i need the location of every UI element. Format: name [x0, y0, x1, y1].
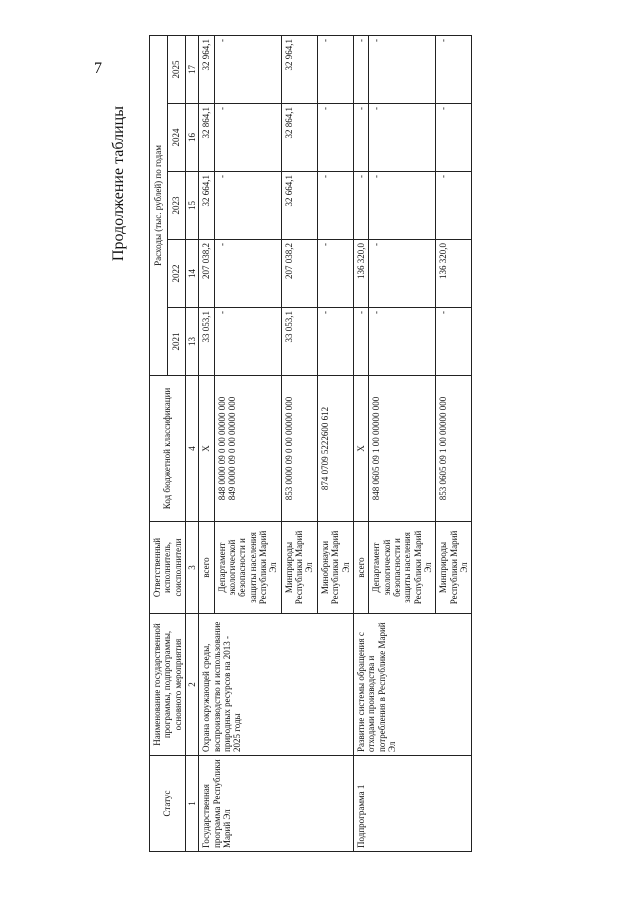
column-number: 16 [186, 104, 199, 172]
row-responsible: Департамент экологической безопасности и защиты населения Республики Марий Эл [214, 522, 281, 614]
row-value: 136 320,0 [353, 240, 368, 308]
row-code-line: 849 0000 09 0 00 00000 000 [227, 396, 238, 501]
row-value: - [353, 104, 368, 172]
row-name: Охрана окружающей среды, воспроизводство и использование природных ресурсов на 2013 - 2025 годы [199, 614, 353, 756]
header-year: 2024 [168, 104, 186, 172]
row-value: - [353, 172, 368, 240]
row-responsible: Департамент экологической безопасности и защиты населения Республики Марий Эл [369, 522, 436, 614]
column-number: 1 [186, 756, 199, 852]
row-status: Государственная программа Республики Марий Эл [199, 756, 353, 852]
row-responsible: Минобрнауки Республики Марий Эл [317, 522, 353, 614]
row-code [214, 376, 281, 522]
table-row [353, 35, 368, 851]
row-value: - [353, 308, 368, 376]
column-number: 15 [186, 172, 199, 240]
row-value: 33 053,1 [281, 308, 317, 376]
row-code: 848 0605 09 1 00 00000 000 [369, 376, 436, 522]
row-value: - [317, 172, 353, 240]
row-value: 32 864,1 [199, 104, 214, 172]
row-value: - [317, 308, 353, 376]
row-value: 33 053,1 [199, 308, 214, 376]
row-name: Развитие системы обращения с отходами производства и потребления в Республике Марий Эл [353, 614, 471, 756]
row-value: 32 964,1 [281, 35, 317, 103]
row-responsible: всего [353, 522, 368, 614]
row-value: - [214, 172, 281, 240]
row-value: - [436, 308, 472, 376]
row-code-line: 848 0000 09 0 00 00000 000 [216, 396, 227, 501]
column-number: 13 [186, 308, 199, 376]
row-value: - [436, 172, 472, 240]
table-container [149, 36, 603, 852]
header-status: Статус [150, 756, 186, 852]
column-number: 17 [186, 35, 199, 103]
row-code: 853 0605 09 1 00 00000 000 [436, 376, 472, 522]
row-value: - [369, 35, 436, 103]
row-value: - [317, 35, 353, 103]
row-value: - [369, 104, 436, 172]
row-responsible: всего [199, 522, 214, 614]
column-number: 14 [186, 240, 199, 308]
header-code: Код бюджетной классификации [150, 376, 186, 522]
row-value: 207 038,2 [199, 240, 214, 308]
row-responsible: Минприроды Республики Марий Эл [436, 522, 472, 614]
header-year: 2021 [168, 308, 186, 376]
header-expenses: Расходы (тыс. рублей) по годам [150, 35, 168, 375]
row-value: 32 864,1 [281, 104, 317, 172]
header-year: 2022 [168, 240, 186, 308]
row-value: - [214, 104, 281, 172]
row-value: - [214, 308, 281, 376]
column-number: 2 [186, 614, 199, 756]
row-value: - [369, 172, 436, 240]
row-value: - [436, 104, 472, 172]
row-status: Подпрограмма 1 [353, 756, 471, 852]
continuation-title: Продолжение таблицы [110, 106, 127, 262]
row-code: X [353, 376, 368, 522]
column-number-row [186, 35, 199, 851]
row-value: 136 320,0 [436, 240, 472, 308]
row-value: - [317, 104, 353, 172]
row-value: - [436, 35, 472, 103]
row-value: 32 664,1 [281, 172, 317, 240]
row-value: - [214, 240, 281, 308]
row-value: - [369, 240, 436, 308]
header-name: Наименование государственной программы, подпрограммы, основного мероприятия [150, 614, 186, 756]
header-row-1 [150, 35, 168, 851]
row-value: - [353, 35, 368, 103]
column-number: 3 [186, 522, 199, 614]
header-year: 2025 [168, 35, 186, 103]
row-value: - [214, 35, 281, 103]
row-value: - [369, 308, 436, 376]
row-value: - [317, 240, 353, 308]
row-code: X [199, 376, 214, 522]
expenses-table [149, 35, 472, 852]
row-value: 207 038,2 [281, 240, 317, 308]
page-number: 7 [94, 60, 102, 77]
row-value: 32 664,1 [199, 172, 214, 240]
row-code: 874 0709 5222600 612 [317, 376, 353, 522]
rotated-table-frame [149, 36, 603, 852]
column-number: 4 [186, 376, 199, 522]
header-year: 2023 [168, 172, 186, 240]
row-responsible: Минприроды Республики Марий Эл [281, 522, 317, 614]
row-code: 853 0000 09 0 00 00000 000 [281, 376, 317, 522]
row-value: 32 964,1 [199, 35, 214, 103]
table-row [199, 35, 214, 851]
header-responsible: Ответственный исполнитель, соисполнители [150, 522, 186, 614]
